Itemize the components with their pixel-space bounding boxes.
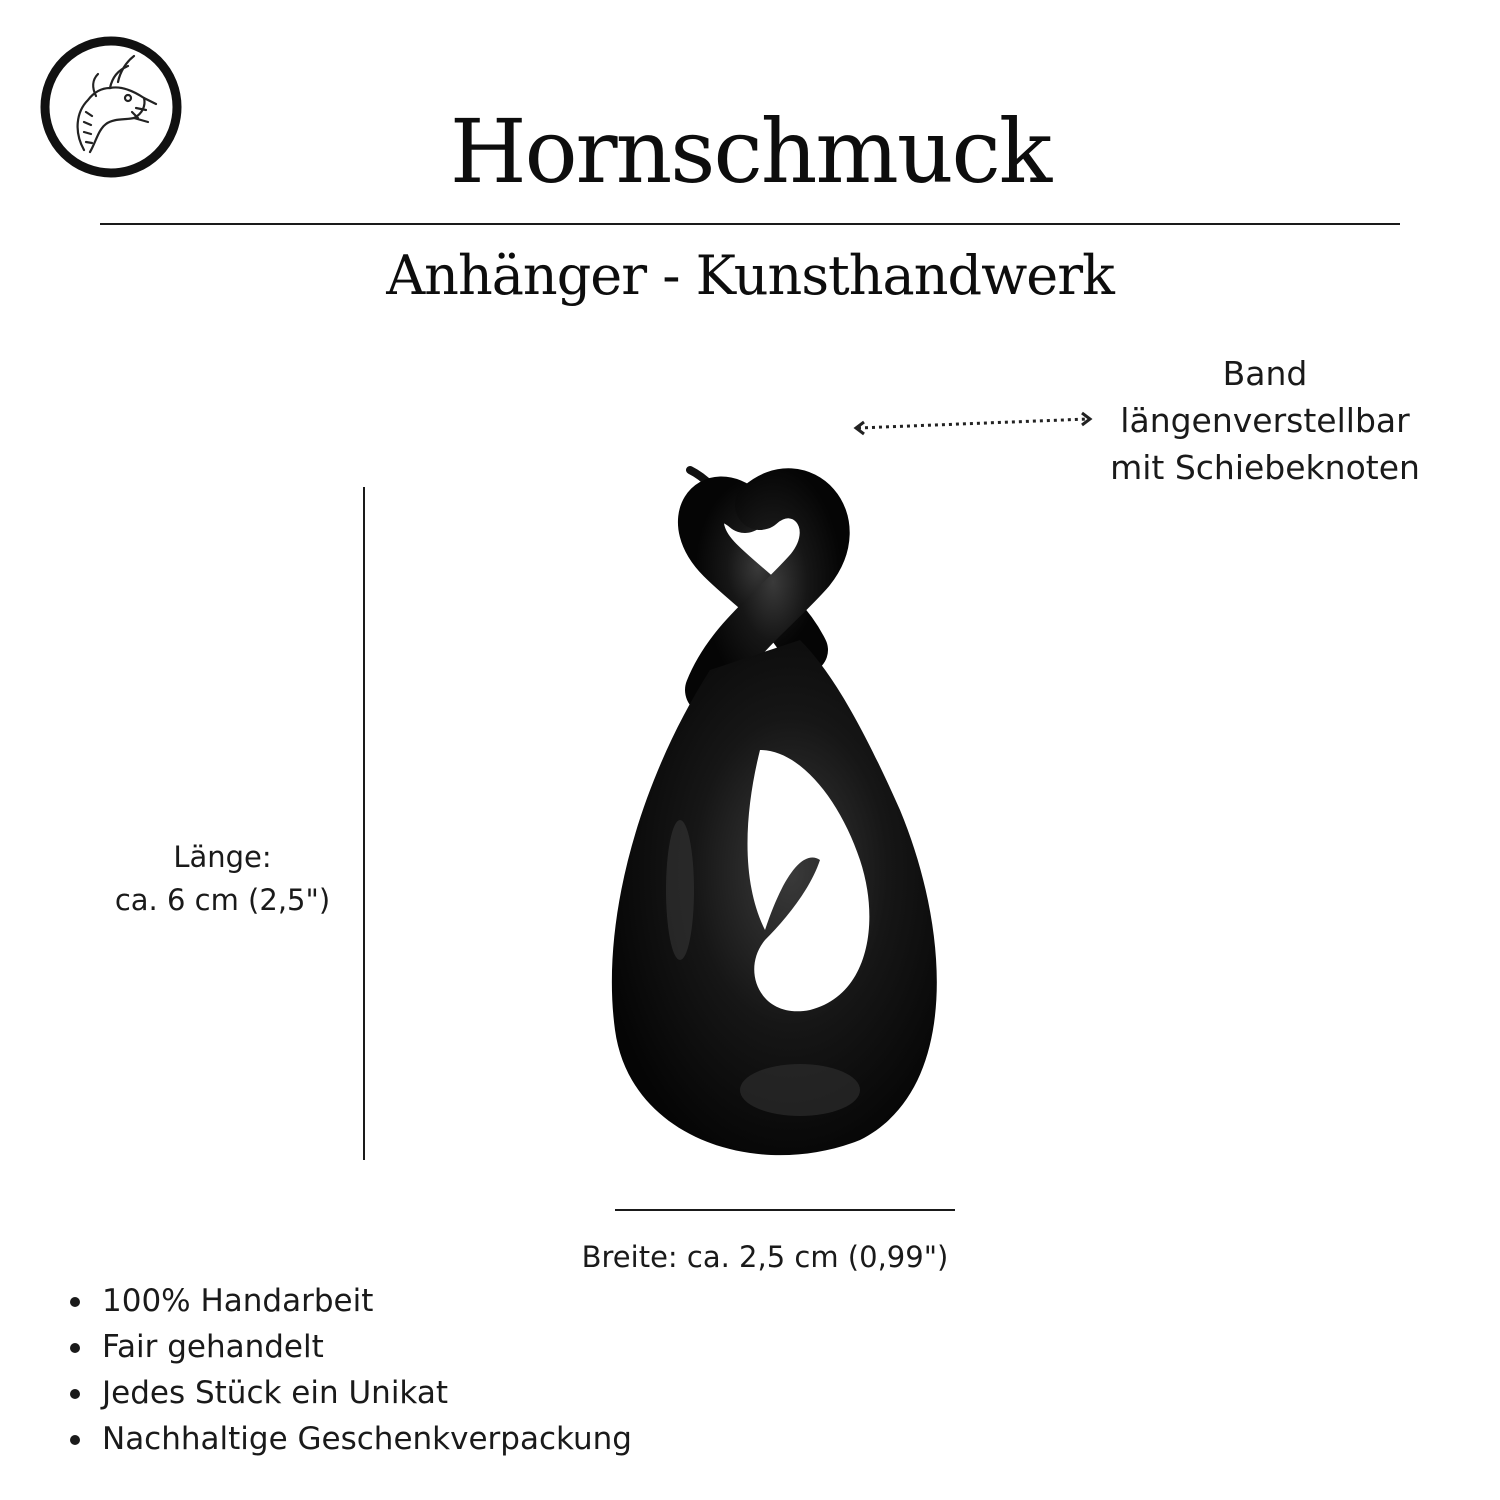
band-label-line-3: mit Schiebeknoten xyxy=(1110,448,1420,487)
length-label-line-1: Länge: xyxy=(173,840,272,874)
list-item: 100% Handarbeit xyxy=(58,1278,632,1324)
list-item: Jedes Stück ein Unikat xyxy=(58,1370,632,1416)
page-subtitle: Anhänger - Kunsthandwerk xyxy=(386,244,1114,307)
double-arrow-icon xyxy=(848,402,1098,442)
title-divider xyxy=(100,223,1400,225)
length-measure-line xyxy=(363,487,365,1160)
length-annotation xyxy=(90,836,355,922)
feature-list xyxy=(58,1278,632,1462)
band-annotation xyxy=(1080,350,1450,491)
width-measure-line xyxy=(615,1209,955,1211)
band-label-line-1: Band xyxy=(1222,354,1308,393)
list-item: Nachhaltige Geschenkverpackung xyxy=(58,1416,632,1462)
width-annotation: Breite: ca. 2,5 cm (0,99") xyxy=(581,1240,949,1274)
horn-pendant-image xyxy=(560,450,980,1170)
page-title: Hornschmuck xyxy=(449,100,1051,203)
list-item: Fair gehandelt xyxy=(58,1324,632,1370)
length-label-line-2: ca. 6 cm (2,5") xyxy=(114,883,331,917)
band-label-line-2: längenverstellbar xyxy=(1120,401,1410,440)
